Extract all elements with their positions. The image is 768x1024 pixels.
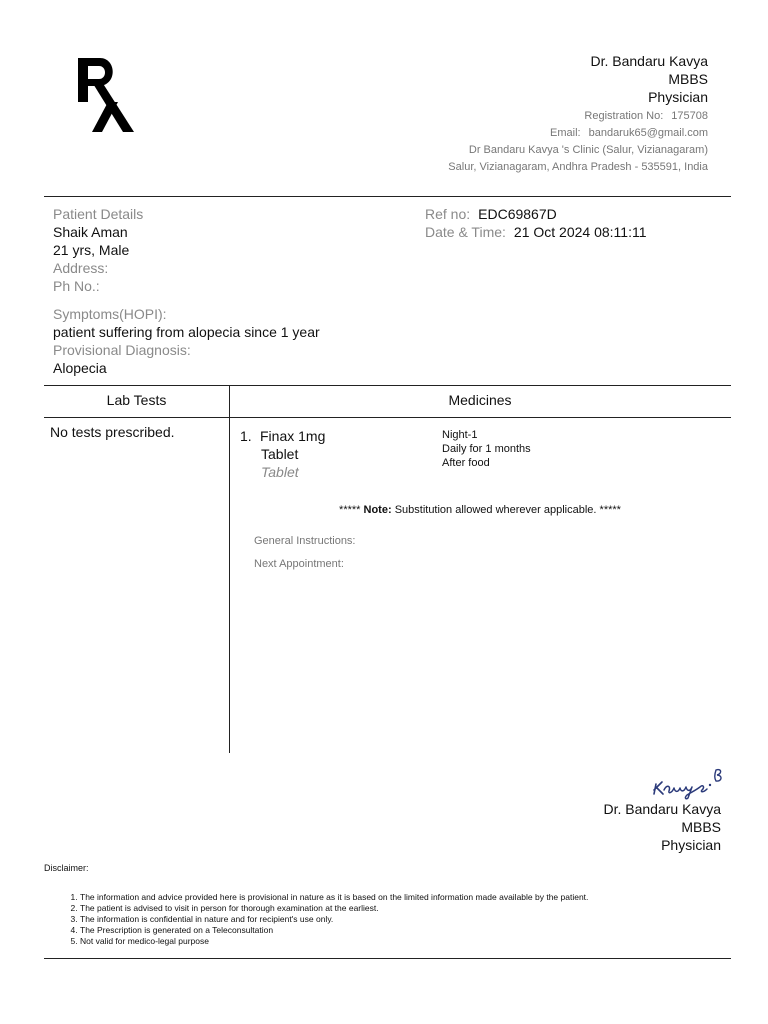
patient-address-label: Address:: [53, 260, 109, 276]
timing-text: After food: [442, 457, 490, 469]
patient-details: [53, 205, 143, 295]
symptoms-block: [53, 305, 320, 377]
footer-divider: [44, 958, 731, 959]
note-suffix: *****: [599, 504, 621, 516]
medicine-form: Tablet: [261, 446, 299, 462]
rx-icon: [72, 52, 142, 136]
registration-label: Registration No:: [584, 110, 664, 122]
next-appointment-label: Next Appointment:: [254, 558, 344, 570]
header-divider: [44, 196, 731, 197]
doctor-degree: MBBS: [668, 71, 708, 87]
medicine-name: Finax 1mg: [260, 428, 326, 444]
disclaimer-label: Disclaimer:: [44, 863, 89, 873]
disclaimer-list: [66, 892, 588, 947]
note-prefix: *****: [339, 504, 361, 516]
medicine-item: [240, 427, 325, 481]
list-item: 3. The information is confidential in nature and for recipient's use only.: [80, 914, 588, 925]
diagnosis-text: Alopecia: [53, 360, 107, 376]
general-instructions-label: General Instructions:: [254, 535, 356, 547]
table-column-divider: [229, 385, 230, 753]
clinic-address: Salur, Vizianagaram, Andhra Pradesh - 535591, India: [448, 161, 708, 173]
ref-label: Ref no:: [425, 206, 471, 222]
doctor-meta: [448, 108, 708, 176]
email-value[interactable]: bandaruk65@gmail.com: [588, 127, 708, 139]
symptoms-label: Symptoms(HOPI):: [53, 306, 167, 322]
medicine-dosage: [442, 428, 531, 470]
signature-degree: MBBS: [681, 819, 721, 835]
patient-details-label: Patient Details: [53, 206, 144, 222]
signature-name: Dr. Bandaru Kavya: [603, 801, 721, 817]
diagnosis-label: Provisional Diagnosis:: [53, 342, 191, 358]
ref-value: EDC69867D: [478, 206, 557, 222]
reference-block: [425, 205, 647, 241]
signature-image: [650, 760, 726, 800]
email-label: Email:: [550, 127, 581, 139]
list-item: 2. The patient is advised to visit in person for thorough examination at the earliest.: [80, 903, 588, 914]
list-item: 5. Not valid for medico-legal purpose: [80, 936, 588, 947]
patient-name: Shaik Aman: [53, 224, 128, 240]
medicines-header: Medicines: [448, 392, 512, 408]
datetime-value: 21 Oct 2024 08:11:11: [513, 224, 647, 240]
lab-tests-empty: No tests prescribed.: [50, 424, 175, 440]
medicine-number: 1.: [240, 428, 252, 444]
doctor-header: [590, 52, 708, 106]
patient-age-gender: 21 yrs, Male: [53, 242, 130, 258]
list-item: 1. The information and advice provided here is provisional in nature as it is based on the limited information made available by the patient.: [80, 892, 588, 903]
registration-value: 175708: [671, 110, 708, 122]
table-top-line: [44, 385, 731, 386]
symptoms-text: patient suffering from alopecia since 1 year: [53, 324, 320, 340]
frequency-text: Daily for 1 months: [442, 443, 531, 455]
patient-phone-label: Ph No.:: [53, 278, 100, 294]
note-text: Substitution allowed wherever applicable.: [394, 504, 597, 516]
doctor-title: Physician: [648, 89, 708, 105]
signature-block: [603, 800, 721, 854]
list-item: 4. The Prescription is generated on a Teleconsultation: [80, 925, 588, 936]
substitution-note: [230, 504, 730, 516]
note-label: Note:: [363, 504, 392, 516]
datetime-label: Date & Time:: [425, 224, 506, 240]
lab-tests-header: Lab Tests: [106, 392, 167, 408]
clinic-name: Dr Bandaru Kavya 's Clinic (Salur, Vizianagaram): [468, 144, 708, 156]
table-header-line: [44, 417, 731, 418]
medicine-type: Tablet: [261, 464, 299, 480]
signature-title: Physician: [661, 837, 721, 853]
dosage-text: Night-1: [442, 429, 478, 441]
doctor-name: Dr. Bandaru Kavya: [590, 53, 708, 69]
